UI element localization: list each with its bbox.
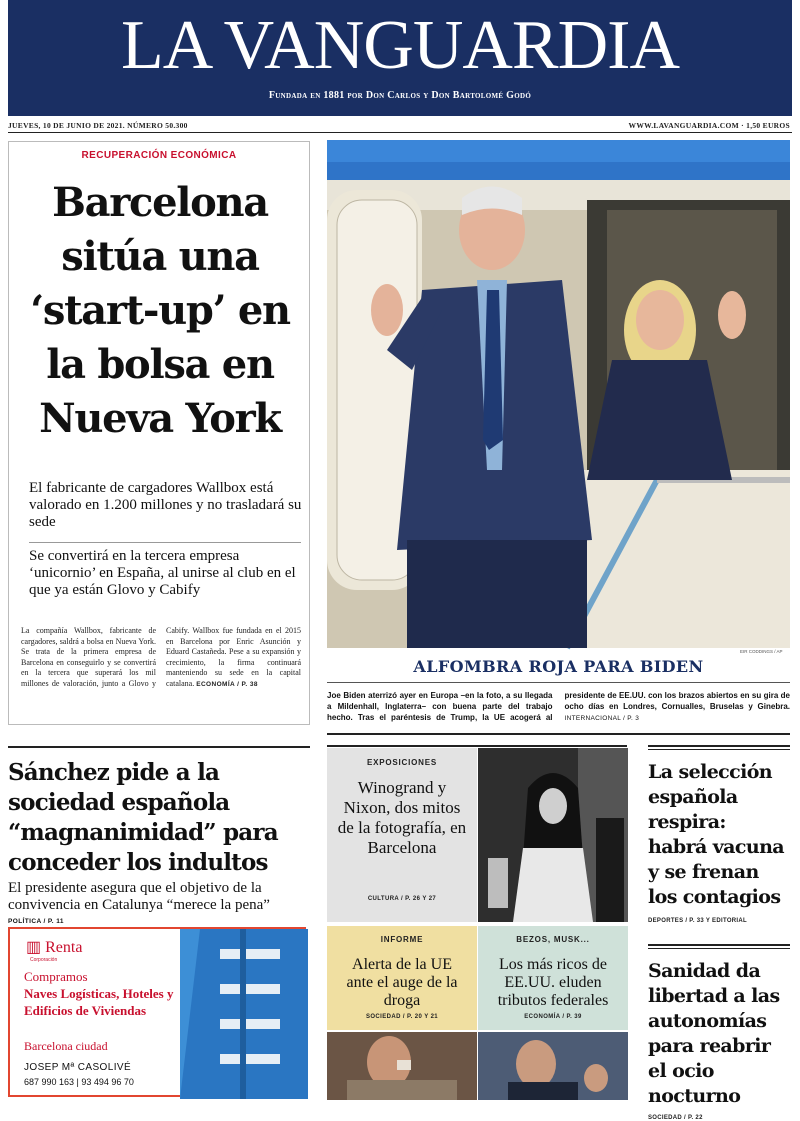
website-price: WWW.LAVANGUARDIA.COM · 1,50 EUROS [628, 121, 790, 130]
ad-building-image [180, 929, 308, 1099]
photo-caption-text: Joe Biden aterrizó ayer en Europa –en la foto, a su llegada a Mildenhall, Inglaterra– con buena parte del trabajo hecho. Tras el paréntesis de Trump, la UE acogerá al presidente de EE.UU. con los brazos abiertos en su gira de ocho días en Londres, Cornualles, Bruselas y Ginebra. [327, 691, 790, 722]
ad-contact-name: JOSEP Mª CASOLIVÉ [24, 1062, 132, 1073]
top-rule [8, 132, 792, 133]
exposiciones-photo[interactable] [478, 748, 628, 922]
bezos-title[interactable]: Los más ricos de EE.UU. eluden tributos federales [497, 956, 609, 1009]
lead-headline[interactable]: Barcelona sitúa una ‘start-up’ en la bolsa en Nueva York [30, 179, 290, 442]
seleccion-story[interactable] [648, 745, 790, 924]
ad-line-3: Barcelona ciudad [24, 1039, 108, 1053]
sanidad-section-ref[interactable]: SOCIEDAD / P. 22 [648, 1115, 703, 1121]
expo-label: EXPOSICIONES [366, 758, 438, 767]
sanidad-story[interactable] [648, 944, 790, 1121]
biden-photo-illustration [327, 140, 790, 648]
drug-photo[interactable] [327, 1032, 477, 1100]
lead-subhead-2: Se convertirá en la tercera empresa ‘unicornio’ en España, al unirse al club en el que ya están Glovo y Cabify [29, 548, 296, 598]
bezos-label: BEZOS, MUSK... [516, 935, 590, 944]
photo-headline[interactable]: ALFOMBRA ROJA PARA BIDEN [413, 657, 704, 676]
exposiciones-panel[interactable] [327, 748, 477, 922]
expo-title[interactable]: Winogrand y Nixon, dos mitos de la fotografía, en Barcelona [337, 778, 467, 857]
lead-story[interactable] [8, 141, 310, 725]
photo-bottom-rule [327, 733, 790, 735]
photo-divider [327, 682, 790, 683]
seleccion-section-ref[interactable]: DEPORTES / P. 33 Y EDITORIAL [648, 918, 747, 924]
bezos-panel[interactable] [478, 926, 628, 1030]
bezos-section-ref[interactable]: ECONOMÍA / P. 39 [524, 1014, 582, 1020]
building-icon: ▥ [26, 939, 46, 956]
sanchez-rule [8, 746, 310, 748]
sanchez-section-ref[interactable]: POLÍTICA / P. 11 [8, 918, 64, 925]
photo-credit: EIR CODDINGS / AP [740, 649, 783, 654]
lead-section-ref[interactable]: ECONOMÍA / P. 38 [196, 680, 258, 688]
ad-line-2: Naves Logísticas, Hoteles y Edificios de Viviendas [24, 986, 174, 1018]
expo-section-ref[interactable]: CULTURA / P. 26 Y 27 [367, 896, 437, 902]
expo-photo-illustration [478, 748, 628, 922]
sanidad-rule [648, 944, 790, 946]
informe-section-ref[interactable]: SOCIEDAD / P. 20 Y 21 [365, 1014, 439, 1020]
seleccion-headline[interactable]: La selección española respira: habrá vacuna y se frenan los contagios [648, 761, 785, 908]
sanchez-headline[interactable]: Sánchez pide a la sociedad española “magnanimidad” para conceder los indultos [8, 759, 278, 876]
bezos-photo[interactable] [478, 1032, 628, 1100]
ad-line-1: Compramos [24, 969, 88, 984]
ad-brand-sub: Corporación [30, 957, 58, 963]
lead-kicker: RECUPERACIÓN ECONÓMICA [81, 150, 237, 161]
lead-body [21, 626, 301, 690]
informe-panel[interactable] [327, 926, 477, 1030]
lead-body-text: La compañía Wallbox, fabricante de cargadores, saldrá a bolsa en Nueva York. Se trata de la primera empresa de Barcelona en conseguirlo y se convertirá en la tercera que superará los mil millones de valoración, junto a Glovo y Cabify. Wallbox fue fundada en el 2015 en Barcelona por Enric Asunción y Eduard Castañeda. Pese a su expansión y crecimiento, la firma continuará manteniendo su sede en la capital catalana. [21, 626, 301, 688]
lead-subhead-1: El fabricante de cargadores Wallbox está valorado en 1.200 millones y no trasladará su sede [29, 480, 302, 530]
drug-photo-illustration [327, 1032, 477, 1100]
sanidad-headline[interactable]: Sanidad da libertad a las autonomías para reabrir el ocio nocturno [648, 960, 780, 1107]
sanchez-subhead: El presidente asegura que el objetivo de la convivencia en Catalunya “merece la pena” [8, 880, 270, 913]
ad-brand [26, 937, 82, 957]
ad-phones[interactable]: 687 990 163 | 93 494 96 70 [24, 1077, 134, 1087]
sanchez-story[interactable] [8, 746, 310, 925]
informe-label: INFORME [380, 935, 424, 944]
biden-photo[interactable] [327, 140, 790, 648]
photo-caption [327, 690, 790, 724]
seleccion-rule [648, 745, 790, 747]
issue-date: JUEVES, 10 DE JUNIO DE 2021. NÚMERO 50.300 [8, 121, 188, 130]
masthead [8, 0, 792, 116]
photo-section-ref[interactable]: INTERNACIONAL / P. 3 [564, 715, 640, 722]
grid-top-rule [327, 745, 627, 747]
founded-line: Fundada en 1881 por Don Carlos y Don Bartolomé Godó [268, 90, 532, 101]
renta-advertisement[interactable] [8, 927, 306, 1097]
seleccion-rule-thin [648, 749, 790, 750]
newspaper-logo[interactable]: LA VANGUARDIA [120, 7, 680, 84]
sanidad-rule-thin [648, 948, 790, 949]
bezos-photo-illustration [478, 1032, 628, 1100]
ad-brand-name: Renta [45, 939, 83, 956]
informe-title[interactable]: Alerta de la UE ante el auge de la droga [346, 956, 458, 1009]
lead-divider [29, 542, 301, 543]
